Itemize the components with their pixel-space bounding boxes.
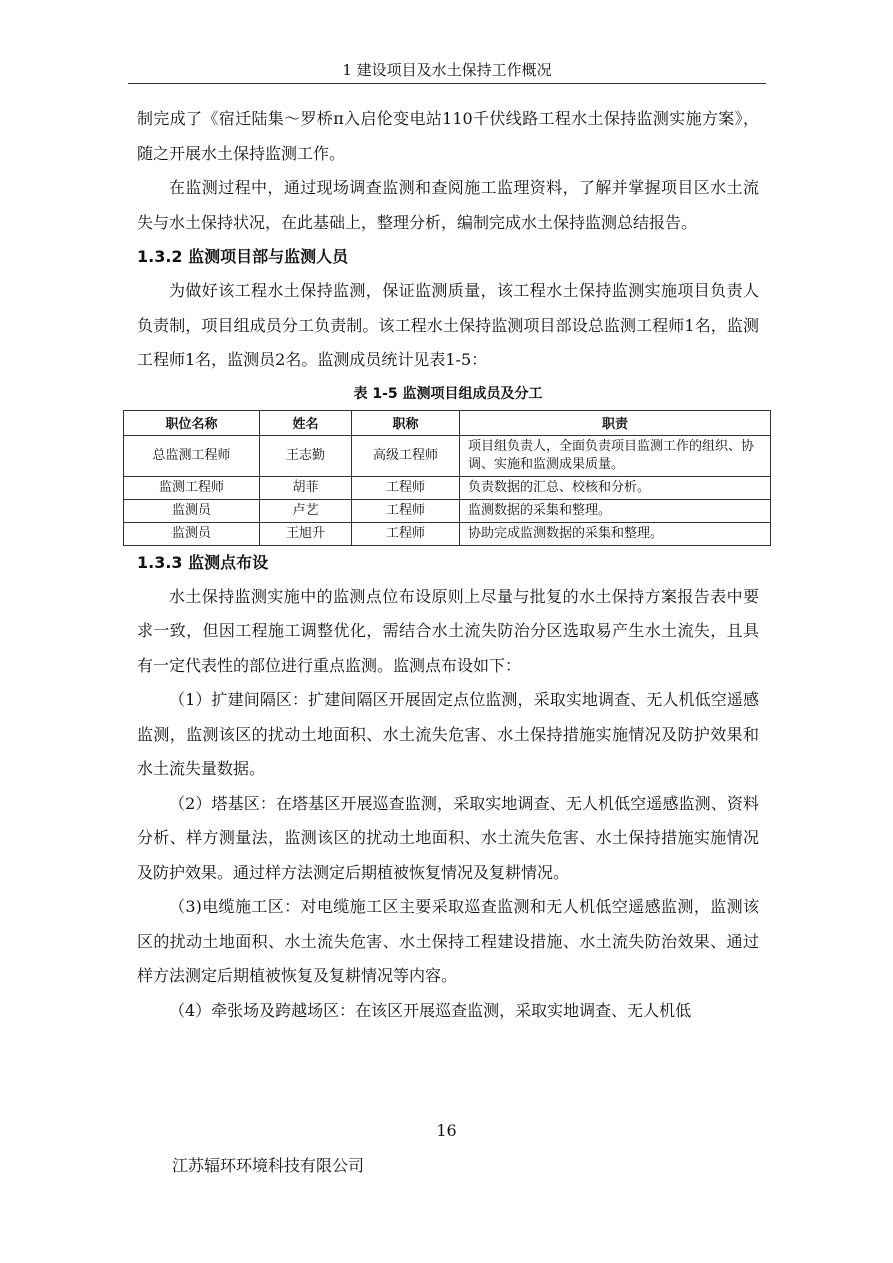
table-row <box>124 522 771 545</box>
section-heading-1-3-2: 1.3.2 监测项目部与监测人员 <box>137 247 349 266</box>
table-row <box>124 435 771 476</box>
cell-name: 王志勤 <box>260 435 352 476</box>
running-header: 1 建设项目及水土保持工作概况 <box>342 61 552 79</box>
cell-name: 胡菲 <box>260 476 352 499</box>
cell-name: 王旭升 <box>260 522 352 545</box>
cell-title: 高级工程师 <box>352 435 460 476</box>
cell-name: 卢艺 <box>260 499 352 522</box>
table-header-row <box>124 410 771 435</box>
table-row <box>124 476 771 499</box>
page-number: 16 <box>436 1121 457 1140</box>
cell-position: 监测工程师 <box>124 476 260 499</box>
company-name: 江苏辐环环境科技有限公司 <box>172 1156 365 1175</box>
paragraph-team-intro: 为做好该工程水土保持监测，保证监测质量，该工程水土保持监测实施项目负责人负责制，项目组成员分工负责制。该工程水土保持监测项目部设总监测工程师1名，监测工程师1名，监测员2名。监测成员统计见表1-5： <box>137 281 759 369</box>
cell-duty: 负责数据的汇总、校核和分析。 <box>460 476 771 499</box>
paragraph-item-1: （1）扩建间隔区：扩建间隔区开展固定点位监测，采取实地调查、无人机低空遥感监测，监测该区的扰动土地面积、水土流失危害、水土保持措施实施情况及防护效果和水土流失量数据。 <box>137 690 759 778</box>
column-header-name: 姓名 <box>260 410 352 435</box>
paragraph-continued: 制完成了《宿迁陆集～罗桥π入启伦变电站110千伏线路工程水土保持监测实施方案》，随之开展水土保持监测工作。 <box>137 109 759 163</box>
cell-title: 工程师 <box>352 522 460 545</box>
page-body <box>137 102 759 1028</box>
paragraph-item-4: （4）牵张场及跨越场区：在该区开展巡查监测，采取实地调查、无人机低 <box>169 1000 692 1020</box>
column-header-position: 职位名称 <box>124 410 260 435</box>
section-heading-1-3-3: 1.3.3 监测点布设 <box>137 552 269 572</box>
paragraph-item-2: （2）塔基区：在塔基区开展巡查监测，采取实地调查、无人机低空遥感监测、资料分析、样方测量法，监测该区的扰动土地面积、水土流失危害、水土保持措施实施情况及防护效果。通过样方法测定后期植被恢复情况及复耕情况。 <box>137 793 759 882</box>
cell-duty: 协助完成监测数据的采集和整理。 <box>460 522 771 545</box>
cell-position: 监测员 <box>124 499 260 522</box>
column-header-duty: 职责 <box>460 410 771 435</box>
paragraph-item-3: （3)电缆施工区：对电缆施工区主要采取巡查监测和无人机低空遥感监测，监测该区的扰动土地面积、水土流失危害、水土保持工程建设措施、水土流失防治效果、通过样方法测定后期植被恢复及复耕情况等内容。 <box>137 897 759 985</box>
cell-title: 工程师 <box>352 476 460 499</box>
table-row <box>124 499 771 522</box>
cell-duty: 监测数据的采集和整理。 <box>460 499 771 522</box>
staff-table <box>123 410 771 546</box>
cell-position: 总监测工程师 <box>124 435 260 476</box>
header-divider <box>128 83 766 84</box>
paragraph-layout-principle: 水土保持监测实施中的监测点位布设原则上尽量与批复的水土保持方案报告表中要求一致，但因工程施工调整优化，需结合水土流失防治分区选取易产生水土流失，且具有一定代表性的部位进行重点监测。监测点布设如下： <box>137 586 759 675</box>
column-header-title: 职称 <box>352 410 460 435</box>
cell-duty: 项目组负责人，全面负责项目监测工作的组织、协调、实施和监测成果质量。 <box>460 435 771 476</box>
cell-title: 工程师 <box>352 499 460 522</box>
paragraph-monitoring-process: 在监测过程中，通过现场调查监测和查阅施工监理资料，了解并掌握项目区水土流失与水土保持状况，在此基础上，整理分析，编制完成水土保持监测总结报告。 <box>137 178 759 232</box>
cell-position: 监测员 <box>124 522 260 545</box>
table-caption: 表 1-5 监测项目组成员及分工 <box>353 385 543 402</box>
